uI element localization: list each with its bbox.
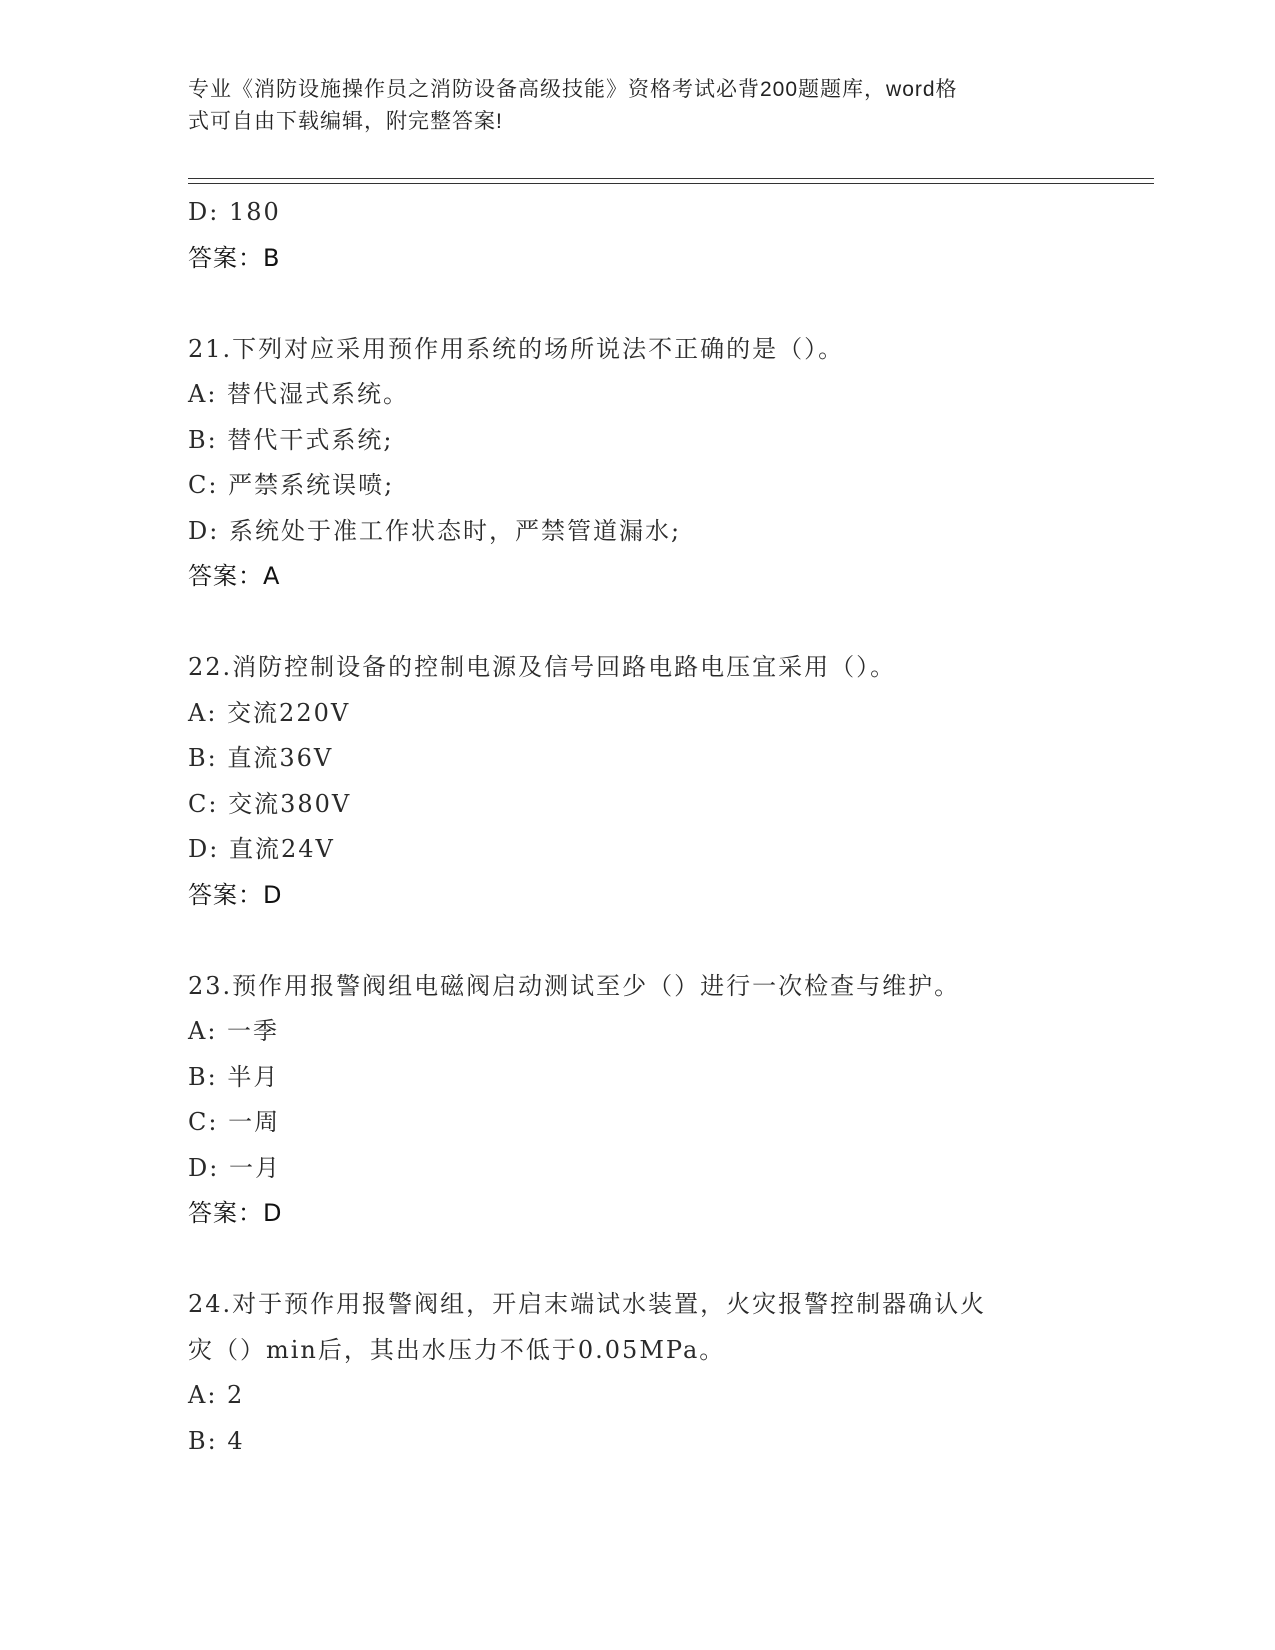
- option-d: D: 180: [188, 198, 281, 226]
- option-a: A: 一季: [188, 1017, 280, 1045]
- question-stem-line-1: 24.对于预作用报警阀组，开启末端试水装置，火灾报警控制器确认火: [188, 1290, 987, 1318]
- answer-line: 答案：B: [188, 243, 281, 272]
- question-stem-line-2: 灾（）min后，其出水压力不低于0.05MPa。: [188, 1335, 726, 1364]
- spacer: [188, 600, 1088, 646]
- header-line-1: 专业《消防设施操作员之消防设备高级技能》资格考试必背200题题库，word格: [188, 78, 958, 101]
- option-d: D: 一月: [188, 1153, 281, 1182]
- spacer: [188, 918, 1088, 964]
- question-content: [188, 190, 1088, 1464]
- option-c: C: 交流380V: [188, 789, 352, 818]
- spacer: [188, 281, 1088, 327]
- option-b: B: 半月: [188, 1062, 280, 1091]
- question-stem: 22.消防控制设备的控制电源及信号回路电路电压宜采用（）。: [188, 653, 897, 681]
- question-stem: 21.下列对应采用预作用系统的场所说法不正确的是（）。: [188, 334, 845, 363]
- option-b: B: 直流36V: [188, 744, 334, 772]
- question-stem: 23.预作用报警阀组电磁阀启动测试至少（）进行一次检查与维护。: [188, 971, 961, 1000]
- answer-line: 答案：D: [188, 880, 283, 909]
- option-d: D: 系统处于准工作状态时，严禁管道漏水;: [188, 516, 682, 545]
- option-c: C: 一周: [188, 1108, 281, 1136]
- option-a: A: 替代湿式系统。: [188, 380, 410, 408]
- spacer: [188, 1237, 1088, 1283]
- header-line-2: 式可自由下载编辑，附完整答案!: [188, 110, 503, 133]
- option-c: C: 严禁系统误喷;: [188, 471, 395, 499]
- answer-line: 答案：D: [188, 1199, 283, 1227]
- option-a: A: 交流220V: [188, 698, 351, 727]
- answer-line: 答案：A: [188, 562, 281, 590]
- header-divider-bottom: [188, 183, 1154, 184]
- option-d: D: 直流24V: [188, 835, 335, 863]
- option-b: B: 替代干式系统;: [188, 425, 394, 454]
- document-header: [188, 74, 1068, 138]
- header-divider-top: [188, 178, 1154, 179]
- option-a: A: 2: [188, 1381, 245, 1409]
- option-b: B: 4: [188, 1426, 245, 1455]
